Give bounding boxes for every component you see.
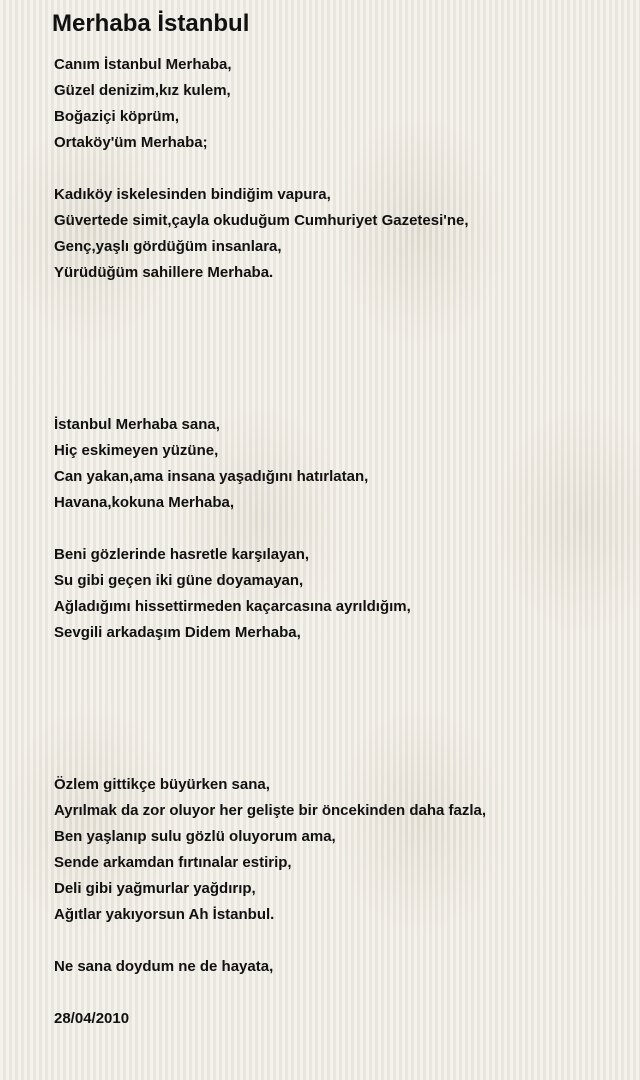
poem-line: Genç,yaşlı gördüğüm insanlara, (54, 238, 282, 255)
poem-line: Özlem gittikçe büyürken sana, (54, 776, 270, 793)
poem-line: İstanbul Merhaba sana, (54, 416, 220, 433)
poem-line: Ben yaşlanıp sulu gözlü oluyorum ama, (54, 828, 336, 845)
poem-line: Su gibi geçen iki güne doyamayan, (54, 572, 304, 589)
poem-line: Havana,kokuna Merhaba, (54, 494, 235, 511)
poem-date: 28/04/2010 (54, 1010, 130, 1027)
poem-line: Hiç eskimeyen yüzüne, (54, 442, 219, 459)
poem-line: Yürüdüğüm sahillere Merhaba. (54, 264, 274, 281)
poem-line: Ortaköy'üm Merhaba; (54, 134, 208, 151)
poem-title: Merhaba İstanbul (52, 10, 250, 37)
poem-line: Beni gözlerinde hasretle karşılayan, (54, 546, 310, 563)
poem-line: Canım İstanbul Merhaba, (54, 56, 232, 73)
poem-line: Güzel denizim,kız kulem, (54, 82, 231, 99)
poem-line: Ayrılmak da zor oluyor her gelişte bir öncekinden daha fazla, (54, 802, 487, 819)
poem-line: Ağıtlar yakıyorsun Ah İstanbul. (54, 906, 275, 923)
poem-line: Sende arkamdan fırtınalar estirip, (54, 854, 292, 871)
poem-line: Sevgili arkadaşım Didem Merhaba, (54, 624, 301, 641)
poem-line: Deli gibi yağmurlar yağdırıp, (54, 880, 256, 897)
poem-line: Kadıköy iskelesinden bindiğim vapura, (54, 186, 331, 203)
poem-line: Güvertede simit,çayla okuduğum Cumhuriyet Gazetesi'ne, (54, 212, 469, 229)
poem-line: Can yakan,ama insana yaşadığını hatırlatan, (54, 468, 369, 485)
poem-line: Ne sana doydum ne de hayata, (54, 958, 274, 975)
poem-line: Ağladığımı hissettirmeden kaçarcasına ayrıldığım, (54, 598, 411, 615)
poem-line: Boğaziçi köprüm, (54, 108, 180, 125)
